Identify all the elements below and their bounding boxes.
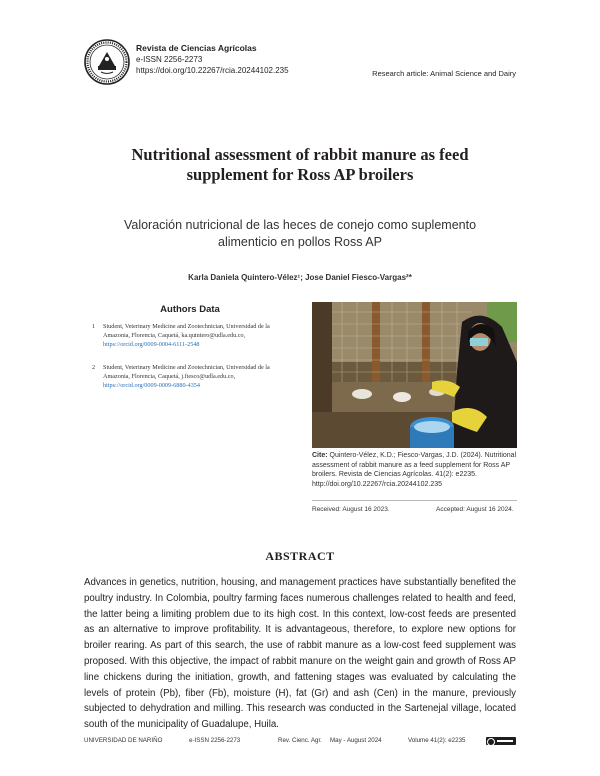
journal-name: Revista de Ciencias Agrícolas — [136, 43, 257, 53]
author-note-text — [103, 322, 288, 349]
article-type: Research article: Animal Science and Dairy — [372, 69, 516, 78]
abstract-heading: ABSTRACT — [265, 549, 335, 563]
journal-doi[interactable]: https://doi.org/10.22267/rcia.20244102.235 — [136, 66, 289, 75]
journal-eissn: e-ISSN 2256-2273 — [136, 55, 203, 64]
journal-info — [136, 43, 289, 76]
author-affiliation: Student, Veterinary Medicine and Zootechnician, Universidad de la Amazonia, Florencia, Caquetá, ka.quintero@udla.edu.co, — [103, 323, 270, 339]
citation-text: Quintero-Vélez, K.D.; Fiesco-Vargas, J.D. (2024). Nutritional assessment of rabbit manure as a feed supplement for Ross AP broilers. Revista de Ciencias Agrícolas. 41(2): e2235. http://doi.org/10.22267/rcia.20244102.235 — [312, 452, 517, 488]
author-note-1 — [92, 322, 288, 349]
author-orcid-link[interactable]: https://orcid.org/0009-0009-6880-4354 — [103, 382, 200, 389]
citation — [312, 451, 517, 489]
footer-journal-abbr: Rev. Cienc. Agr. — [278, 737, 322, 744]
author-note-number: 1 — [92, 323, 96, 330]
creative-commons-license-icon[interactable] — [486, 737, 516, 745]
abstract-body: Advances in genetics, nutrition, housing, and management practices have substantially benefited the poultry industry. In Colombia, poultry farming faces numerous challenges related to health and feed, the latter being a limiting problem due to its high cost. In this context, low-cost feeds are presented as an alternative to improve profitability. It is advantageous, therefore, to explore new options for broiler rearing. As part of this search, the use of rabbit manure as a low-cost feed supplement was proposed. With this objective, the impact of rabbit manure on the weight gain and growth of Ross AP line chickens during the initiation, growth, and fattening stages was evaluated by calculating the levels of protein (Pb), fiber (Fb), moisture (H), fat (Gr) and ash (Cen) in the manure, previously subjected to dehydration and milling. This research was conducted in the Sartenejal village, located south of the municipality of Guadalupe, Huila. — [84, 577, 516, 731]
author-note-text — [103, 363, 288, 390]
journal-seal-logo — [84, 39, 130, 85]
author-orcid-link[interactable]: https://orcid.org/0009-0004-6111-2548 — [103, 341, 200, 348]
received-date: Received: August 16 2023. — [312, 506, 390, 513]
author-note-2 — [92, 363, 288, 390]
title-english: Nutritional assessment of rabbit manure as feed supplement for Ross AP broilers — [131, 145, 469, 184]
page-footer — [84, 737, 516, 747]
title-spanish: Valoración nutricional de las heces de conejo como suplemento alimenticio en pollos Ross AP — [123, 218, 477, 249]
article-photo — [312, 302, 517, 448]
citation-label: Cite: — [312, 452, 328, 459]
authors-line: Karla Daniela Quintero-Vélez¹; Jose Daniel Fiesco-Vargas²* — [188, 273, 412, 282]
footer-date: May - August 2024 — [330, 737, 382, 744]
accepted-date: Accepted: August 16 2024. — [436, 506, 514, 513]
divider — [312, 500, 517, 501]
author-affiliation: Student, Veterinary Medicine and Zootechnician, Universidad de la Amazonia, Florencia, Caquetá, j.fiesco@udla.edu.co, — [103, 364, 270, 380]
footer-issn: e-ISSN 2256-2273 — [189, 737, 241, 744]
footer-volume: Volume 41(2): e2235 — [408, 737, 466, 744]
footer-university: UNIVERSIDAD DE NARIÑO — [84, 737, 163, 744]
authors-data-heading: Authors Data — [160, 304, 220, 315]
author-note-number: 2 — [92, 364, 96, 371]
